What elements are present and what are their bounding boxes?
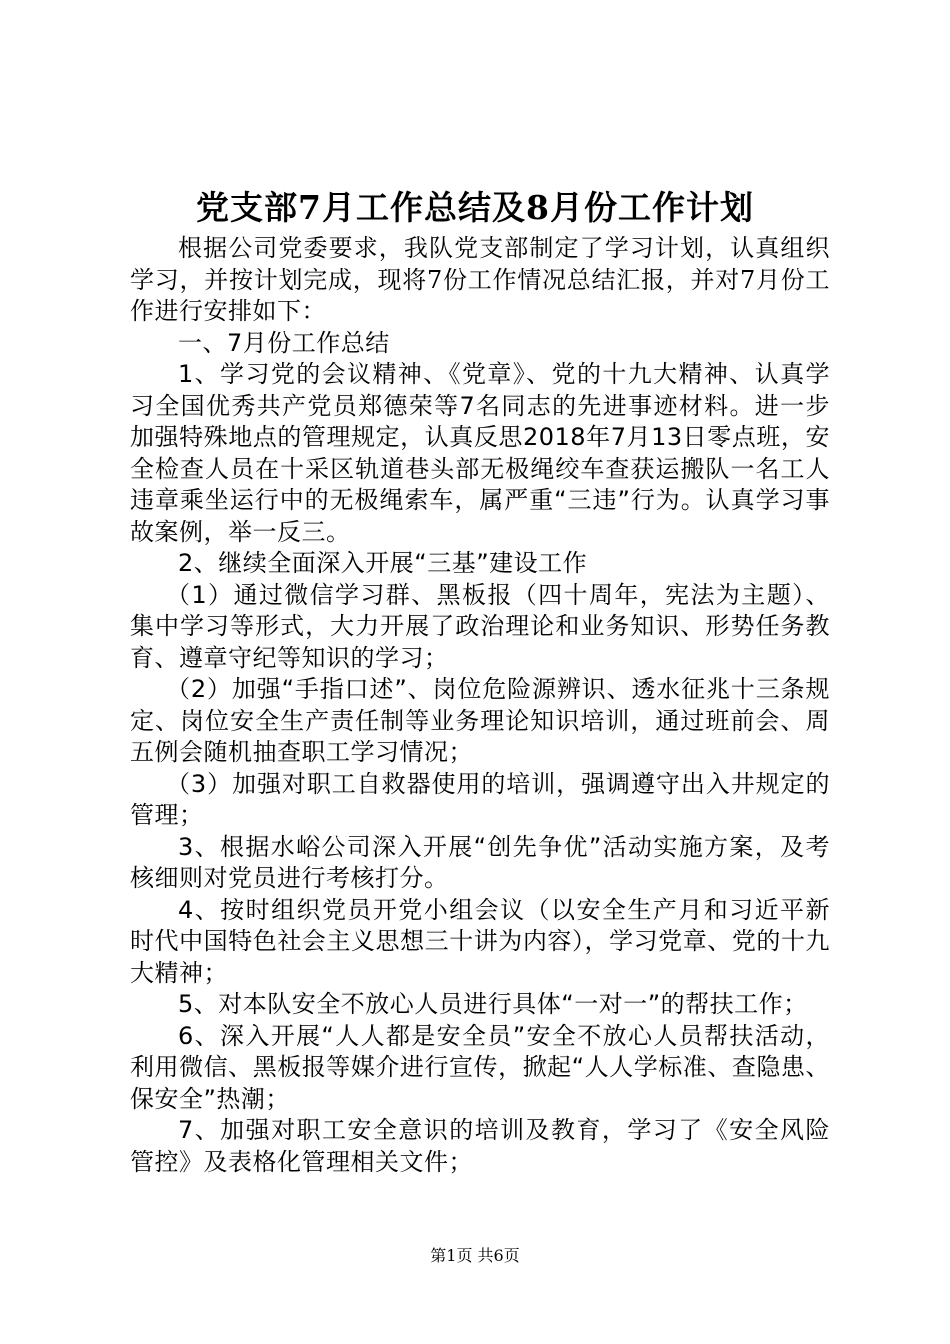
item-paragraph-5: 5、对本队安全不放心人员进行具体“一对一”的帮扶工作； xyxy=(178,990,808,1018)
item-paragraph-6: 6、深入开展“人人都是安全员”安全不放心人员帮扶活动，利用微信、黑板报等媒介进行宣传，掀起“人人学标准、查隐患、保安全”热潮； xyxy=(130,1021,830,1113)
intro-paragraph: 根据公司党委要求，我队党支部制定了学习计划，认真组织学习，并按计划完成，现将7份工作情况总结汇报，并对7月份工作进行安排如下： xyxy=(130,234,830,325)
item-paragraph-7: 7、加强对职工安全意识的培训及教育，学习了《安全风险管控》及表格化管理相关文件； xyxy=(130,1116,830,1176)
item-paragraph-1: 1、学习党的会议精神、《党章》、党的十九大精神、认真学习全国优秀共产党员郑德荣等7名同志的先进事迹材料。进一步加强特殊地点的管理规定，认真反思2018年7月13日零点班，安全检查人员在十采区轨道巷头部无极绳绞车查获运搬队一名工人违章乘坐运行中的无极绳索车，属严重“三违”行为。认真学习事故案例，举一反三。 xyxy=(130,360,830,546)
item-paragraph-3: 3、根据水峪公司深入开展“创先争优”活动实施方案，及考核细则对党员进行考核打分。 xyxy=(130,832,830,892)
document-body xyxy=(130,233,830,1178)
item-paragraph-2: 2、继续全面深入开展“三基”建设工作 xyxy=(178,549,588,577)
page-footer: 第1页 共6页 xyxy=(430,1246,520,1265)
sub-item-paragraph-3: （3）加强对职工自救器使用的培训，强调遵守出入井规定的管理； xyxy=(130,769,830,829)
sub-item-paragraph-2: （2）加强“手指口述”、岗位危险源辨识、透水征兆十三条规定、岗位安全生产责任制等业务理论知识培训，通过班前会、周五例会随机抽查职工学习情况； xyxy=(130,675,830,766)
item-paragraph-4: 4、按时组织党员开党小组会议（以安全生产月和习近平新时代中国特色社会主义思想三十讲为内容），学习党章、党的十九大精神； xyxy=(130,895,830,987)
document-title: 党支部7月工作总结及8月份工作计划 xyxy=(196,188,754,227)
sub-item-paragraph-1: （1）通过微信学习群、黑板报（四十周年，宪法为主题）、集中学习等形式，大力开展了政治理论和业务知识、形势任务教育、遵章守纪等知识的学习； xyxy=(130,580,830,672)
section-heading: 一、7月份工作总结 xyxy=(178,328,390,357)
